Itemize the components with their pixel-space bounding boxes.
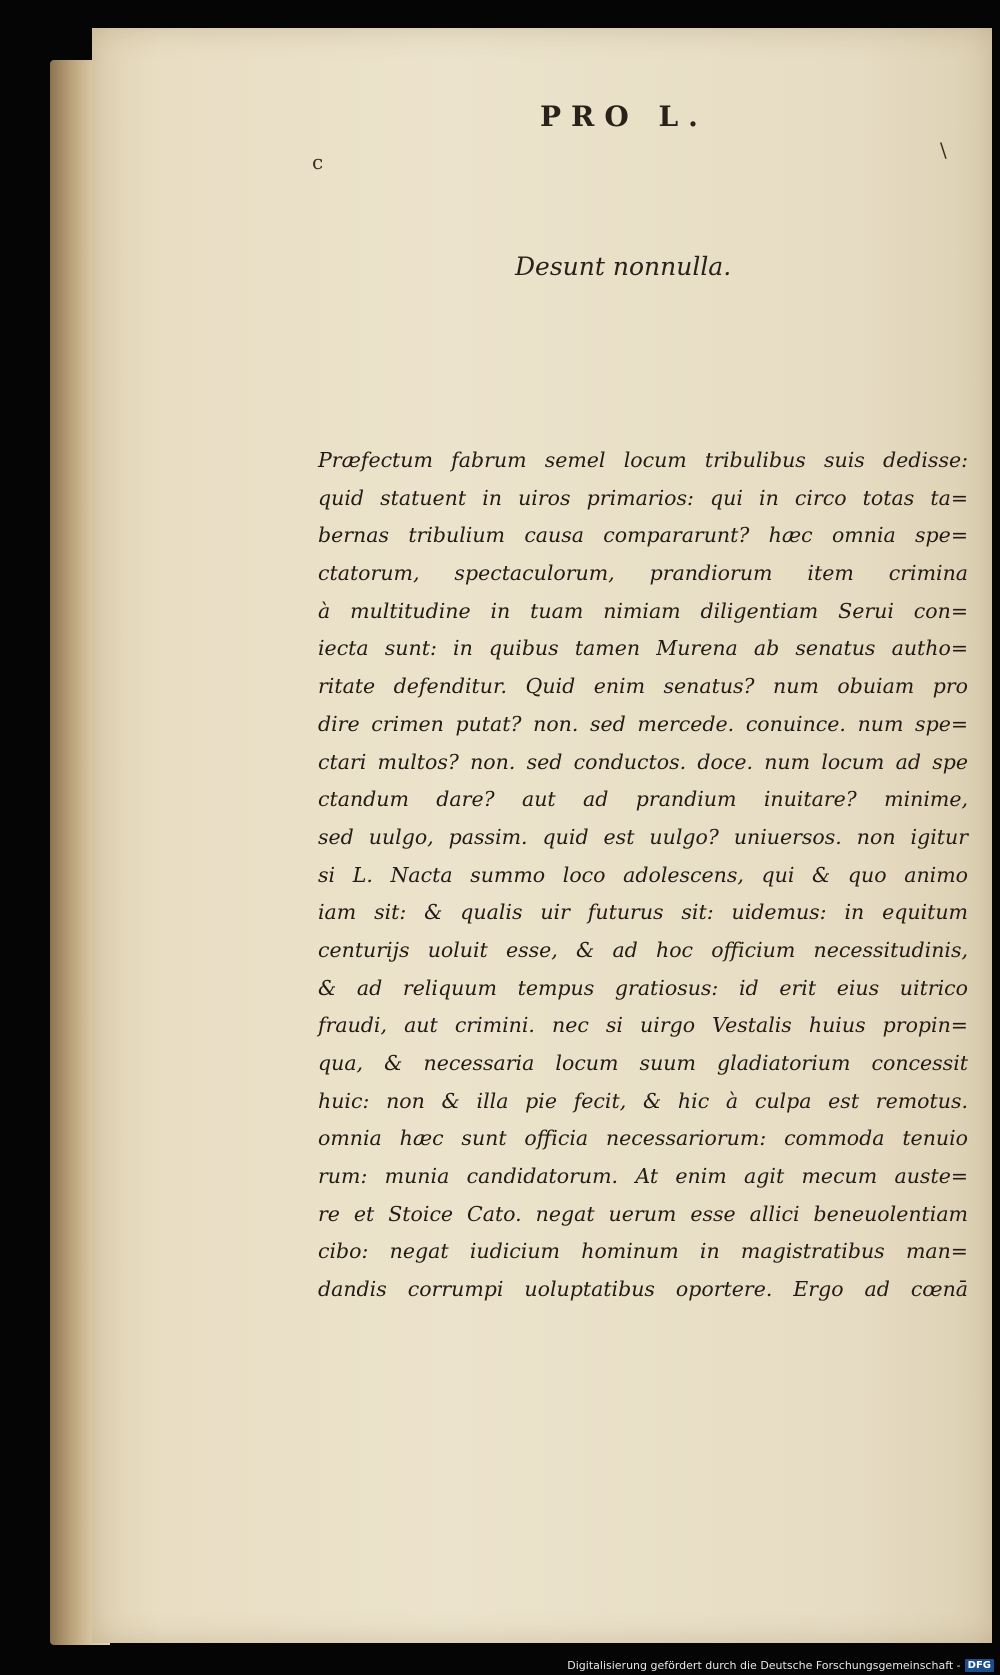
text-line: Præfectum fabrum semel locum tribulibus suis dedisse: bbox=[318, 448, 968, 472]
text-line: ritate defenditur. Quid enim senatus? num obuiam pro bbox=[318, 674, 968, 699]
text-line: sed uulgo, passim. quid est uulgo? uniuersos. non igitur bbox=[318, 824, 968, 849]
text-line: qua, & necessaria locum suum gladiatorium concessit bbox=[318, 1051, 968, 1075]
running-head: PRO L. bbox=[540, 100, 708, 133]
text-line: ctatorum, spectaculorum, prandiorum item crimina bbox=[318, 561, 968, 586]
body-text bbox=[318, 442, 968, 1309]
margin-mark-right: \ bbox=[940, 138, 947, 162]
text-line: ctandum dare? aut ad prandium inuitare? minime, bbox=[318, 787, 968, 812]
text-line: cibo: negat iudicium hominum in magistratibus man= bbox=[318, 1239, 968, 1264]
margin-mark-left: c bbox=[312, 150, 324, 174]
text-line: huic: non & illa pie fecit, & hic à culpa est remotus. bbox=[318, 1088, 968, 1113]
digitization-credit bbox=[567, 1659, 994, 1672]
text-line: re et Stoice Cato. negat uerum esse allici beneuolentiam bbox=[318, 1201, 968, 1226]
lacuna-heading: Desunt nonnulla. bbox=[515, 252, 732, 281]
text-line: ctari multos? non. sed conductos. doce. num locum ad spe bbox=[318, 749, 968, 774]
dfg-logo: DFG bbox=[965, 1659, 994, 1672]
text-line: centurijs uoluit esse, & ad hoc officium necessitudinis, bbox=[318, 937, 968, 962]
text-line: omnia hæc sunt officia necessariorum: commoda tenuio bbox=[318, 1126, 968, 1151]
text-line: fraudi, aut crimini. nec si uirgo Vestalis huius propin= bbox=[318, 1013, 968, 1038]
text-line: bernas tribulium causa compararunt? hæc omnia spe= bbox=[318, 523, 968, 548]
credit-text: Digitalisierung gefördert durch die Deutsche Forschungsgemeinschaft - bbox=[567, 1659, 961, 1672]
text-line: iecta sunt: in quibus tamen Murena ab senatus autho= bbox=[318, 636, 968, 661]
text-line: à multitudine in tuam nimiam diligentiam Serui con= bbox=[318, 598, 968, 623]
text-line: rum: munia candidatorum. At enim agit mecum auste= bbox=[318, 1164, 968, 1189]
text-line: iam sit: & qualis uir futurus sit: uidemus: in equitum bbox=[318, 900, 968, 925]
text-line: dandis corrumpi uoluptatibus oportere. Ergo ad cœnā bbox=[318, 1277, 968, 1302]
text-line: & ad reliquum tempus gratiosus: id erit eius uitrico bbox=[318, 975, 968, 1000]
text-line: si L. Nacta summo loco adolescens, qui & quo animo bbox=[318, 862, 968, 887]
text-line: quid statuent in uiros primarios: qui in circo totas ta= bbox=[318, 485, 968, 510]
text-line: dire crimen putat? non. sed mercede. conuince. num spe= bbox=[318, 711, 968, 736]
